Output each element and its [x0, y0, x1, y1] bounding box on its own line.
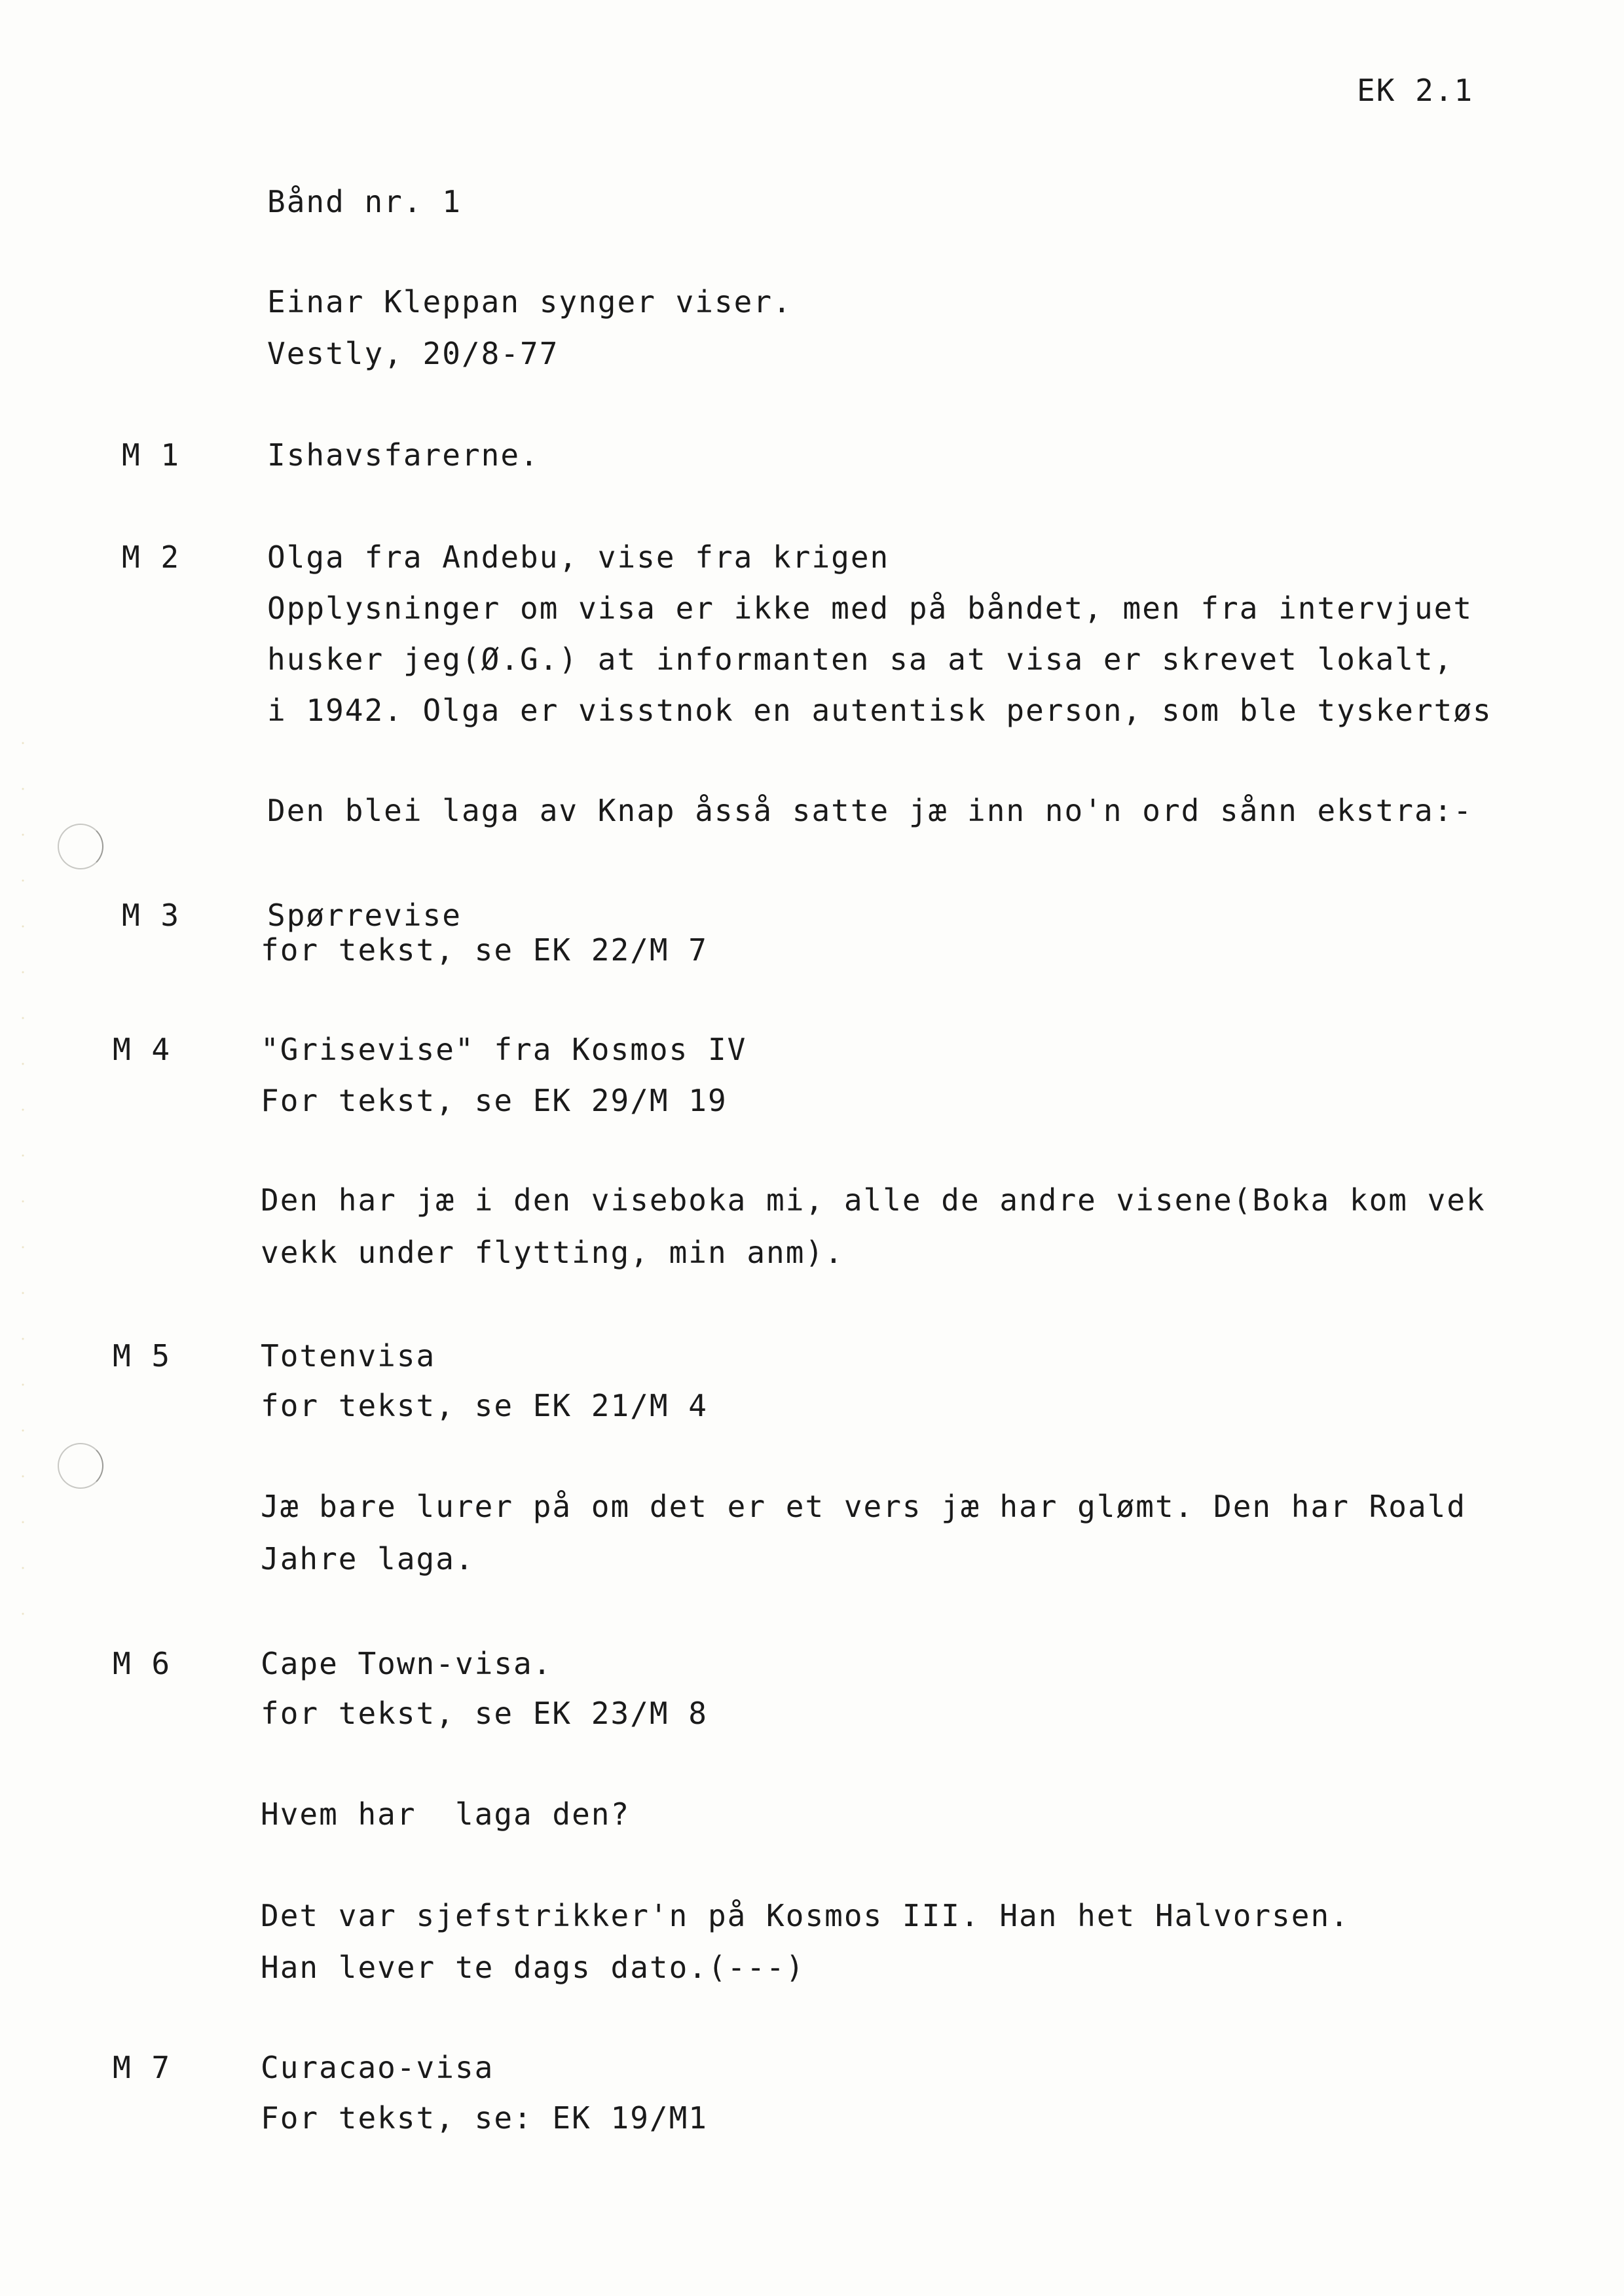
- place-date: Vestly, 20/8-77: [267, 336, 559, 371]
- entry-line: For tekst, se EK 29/M 19: [261, 1083, 728, 1118]
- entry-code: M 5: [113, 1338, 172, 1374]
- punch-hole-top: [58, 824, 103, 869]
- entry-line: Ishavsfarerne.: [267, 437, 540, 473]
- entry-note: Den blei laga av Knap åsså satte jæ inn no'n ord sånn ekstra:-: [267, 793, 1473, 828]
- entry-line: husker jeg(Ø.G.) at informanten sa at visa er skrevet lokalt,: [267, 642, 1454, 677]
- entry-line: Spørrevise: [267, 898, 462, 933]
- entry-note: Jæ bare lurer på om det er et vers jæ har glømt. Den har Roald: [261, 1489, 1467, 1524]
- entry-code: M 6: [113, 1646, 172, 1681]
- entry-note: Jahre laga.: [261, 1541, 475, 1576]
- entry-line: for tekst, se EK 23/M 8: [261, 1696, 708, 1731]
- entry-note: Den har jæ i den viseboka mi, alle de andre visene(Boka kom vek: [261, 1182, 1486, 1218]
- entry-line: Olga fra Andebu, vise fra krigen: [267, 539, 890, 575]
- entry-line: i 1942. Olga er visstnok en autentisk person, som ble tyskertøs: [267, 693, 1492, 728]
- entry-line: for tekst, se EK 21/M 4: [261, 1388, 708, 1423]
- punch-hole-bottom: [58, 1443, 103, 1489]
- entry-note: Han lever te dags dato.(---): [261, 1950, 805, 1985]
- entry-line: Opplysninger om visa er ikke med på båndet, men fra intervjuet: [267, 591, 1473, 626]
- entry-line: for tekst, se EK 22/M 7: [261, 932, 708, 968]
- margin-specks: [13, 720, 39, 1637]
- entry-line: Cape Town-visa.: [261, 1646, 553, 1681]
- entry-code: M 1: [122, 437, 181, 473]
- tape-number: Bånd nr. 1: [267, 184, 462, 219]
- entry-line: Curacao-visa: [261, 2050, 494, 2085]
- entry-code: M 3: [122, 898, 181, 933]
- entry-note: vekk under flytting, min anm).: [261, 1235, 844, 1270]
- entry-line: Totenvisa: [261, 1338, 436, 1374]
- entry-note: Det var sjefstrikker'n på Kosmos III. Han het Halvorsen.: [261, 1898, 1350, 1933]
- entry-code: M 2: [122, 539, 181, 575]
- page-code: EK 2.1: [1357, 73, 1474, 108]
- entry-code: M 7: [113, 2050, 172, 2085]
- entry-line: For tekst, se: EK 19/M1: [261, 2100, 708, 2136]
- entry-code: M 4: [113, 1032, 172, 1067]
- entry-line: "Grisevise" fra Kosmos IV: [261, 1032, 747, 1067]
- document-title: Einar Kleppan synger viser.: [267, 284, 792, 319]
- entry-note: Hvem har laga den?: [261, 1796, 631, 1832]
